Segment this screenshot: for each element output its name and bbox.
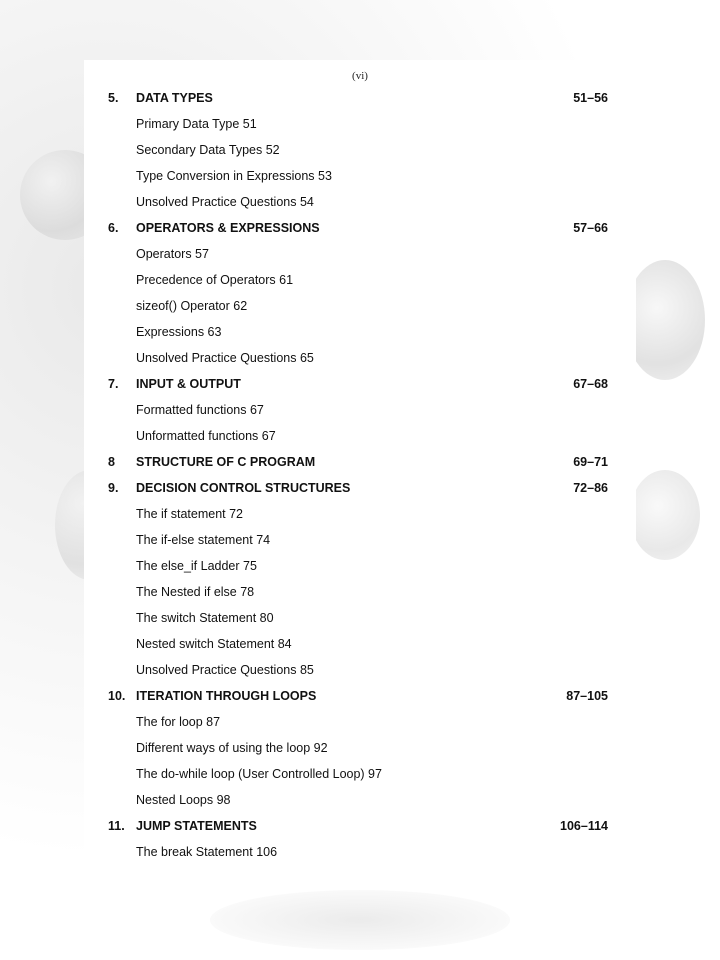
toc-section-row	[84, 137, 636, 163]
chapter-number: 6.	[108, 221, 119, 235]
toc-chapter-row	[84, 85, 636, 111]
document-page	[84, 60, 636, 888]
chapter-number: 7.	[108, 377, 119, 391]
toc-section-row	[84, 163, 636, 189]
section-title: Unsolved Practice Questions 85	[136, 663, 314, 677]
section-title: Different ways of using the loop 92	[136, 741, 328, 755]
section-title: Expressions 63	[136, 325, 222, 339]
toc-section-row	[84, 631, 636, 657]
section-title: Precedence of Operators 61	[136, 273, 294, 287]
chapter-title: JUMP STATEMENTS	[136, 819, 257, 833]
toc-section-row	[84, 111, 636, 137]
toc-section-row	[84, 709, 636, 735]
toc-section-row	[84, 605, 636, 631]
section-title: sizeof() Operator 62	[136, 299, 248, 313]
section-title: The switch Statement 80	[136, 611, 274, 625]
toc-section-row	[84, 501, 636, 527]
toc-section-row	[84, 267, 636, 293]
background-decoration	[625, 260, 705, 380]
chapter-number: 9.	[108, 481, 119, 495]
chapter-title: STRUCTURE OF C PROGRAM	[136, 455, 316, 469]
chapter-number: 8	[108, 455, 115, 469]
toc-chapter-row	[84, 215, 636, 241]
toc-section-row	[84, 241, 636, 267]
chapter-page-range: 57–66	[573, 221, 608, 235]
toc-chapter-row	[84, 449, 636, 475]
section-title: Secondary Data Types 52	[136, 143, 280, 157]
chapter-page-range: 51–56	[573, 91, 608, 105]
toc-section-row	[84, 839, 636, 865]
page-number: (vi)	[352, 70, 368, 82]
section-title: Operators 57	[136, 247, 209, 261]
chapter-page-range: 72–86	[573, 481, 608, 495]
toc-section-row	[84, 553, 636, 579]
section-title: The do-while loop (User Controlled Loop) 97	[136, 767, 382, 781]
toc-section-row	[84, 579, 636, 605]
toc-section-row	[84, 189, 636, 215]
background-decoration	[210, 890, 510, 950]
chapter-number: 10.	[108, 689, 126, 703]
toc-section-row	[84, 345, 636, 371]
section-title: Primary Data Type 51	[136, 117, 257, 131]
chapter-title: DATA TYPES	[136, 91, 213, 105]
chapter-title: OPERATORS & EXPRESSIONS	[136, 221, 320, 235]
toc-section-row	[84, 735, 636, 761]
toc-chapter-row	[84, 371, 636, 397]
toc-section-row	[84, 657, 636, 683]
section-title: Formatted functions 67	[136, 403, 264, 417]
toc-section-row	[84, 761, 636, 787]
toc-section-row	[84, 787, 636, 813]
chapter-page-range: 106–114	[560, 819, 608, 833]
chapter-page-range: 87–105	[566, 689, 608, 703]
toc-section-row	[84, 527, 636, 553]
toc-section-row	[84, 423, 636, 449]
toc-section-row	[84, 293, 636, 319]
chapter-title: DECISION CONTROL STRUCTURES	[136, 481, 351, 495]
section-title: Unsolved Practice Questions 65	[136, 351, 314, 365]
section-title: Nested Loops 98	[136, 793, 231, 807]
section-title: Unformatted functions 67	[136, 429, 276, 443]
toc-chapter-row	[84, 683, 636, 709]
background-decoration	[630, 470, 700, 560]
section-title: The else_if Ladder 75	[136, 559, 257, 573]
chapter-page-range: 67–68	[573, 377, 608, 391]
toc-section-row	[84, 319, 636, 345]
section-title: The Nested if else 78	[136, 585, 255, 599]
chapter-number: 11.	[108, 819, 125, 833]
section-title: The for loop 87	[136, 715, 221, 729]
chapter-number: 5.	[108, 91, 119, 105]
table-of-contents	[84, 85, 636, 865]
section-title: The if statement 72	[136, 507, 244, 521]
section-title: The if-else statement 74	[136, 533, 271, 547]
toc-chapter-row	[84, 813, 636, 839]
chapter-title: INPUT & OUTPUT	[136, 377, 241, 391]
section-title: Nested switch Statement 84	[136, 637, 292, 651]
section-title: The break Statement 106	[136, 845, 278, 859]
section-title: Unsolved Practice Questions 54	[136, 195, 314, 209]
toc-section-row	[84, 397, 636, 423]
chapter-page-range: 69–71	[573, 455, 608, 469]
chapter-title: ITERATION THROUGH LOOPS	[136, 689, 317, 703]
section-title: Type Conversion in Expressions 53	[136, 169, 332, 183]
toc-chapter-row	[84, 475, 636, 501]
